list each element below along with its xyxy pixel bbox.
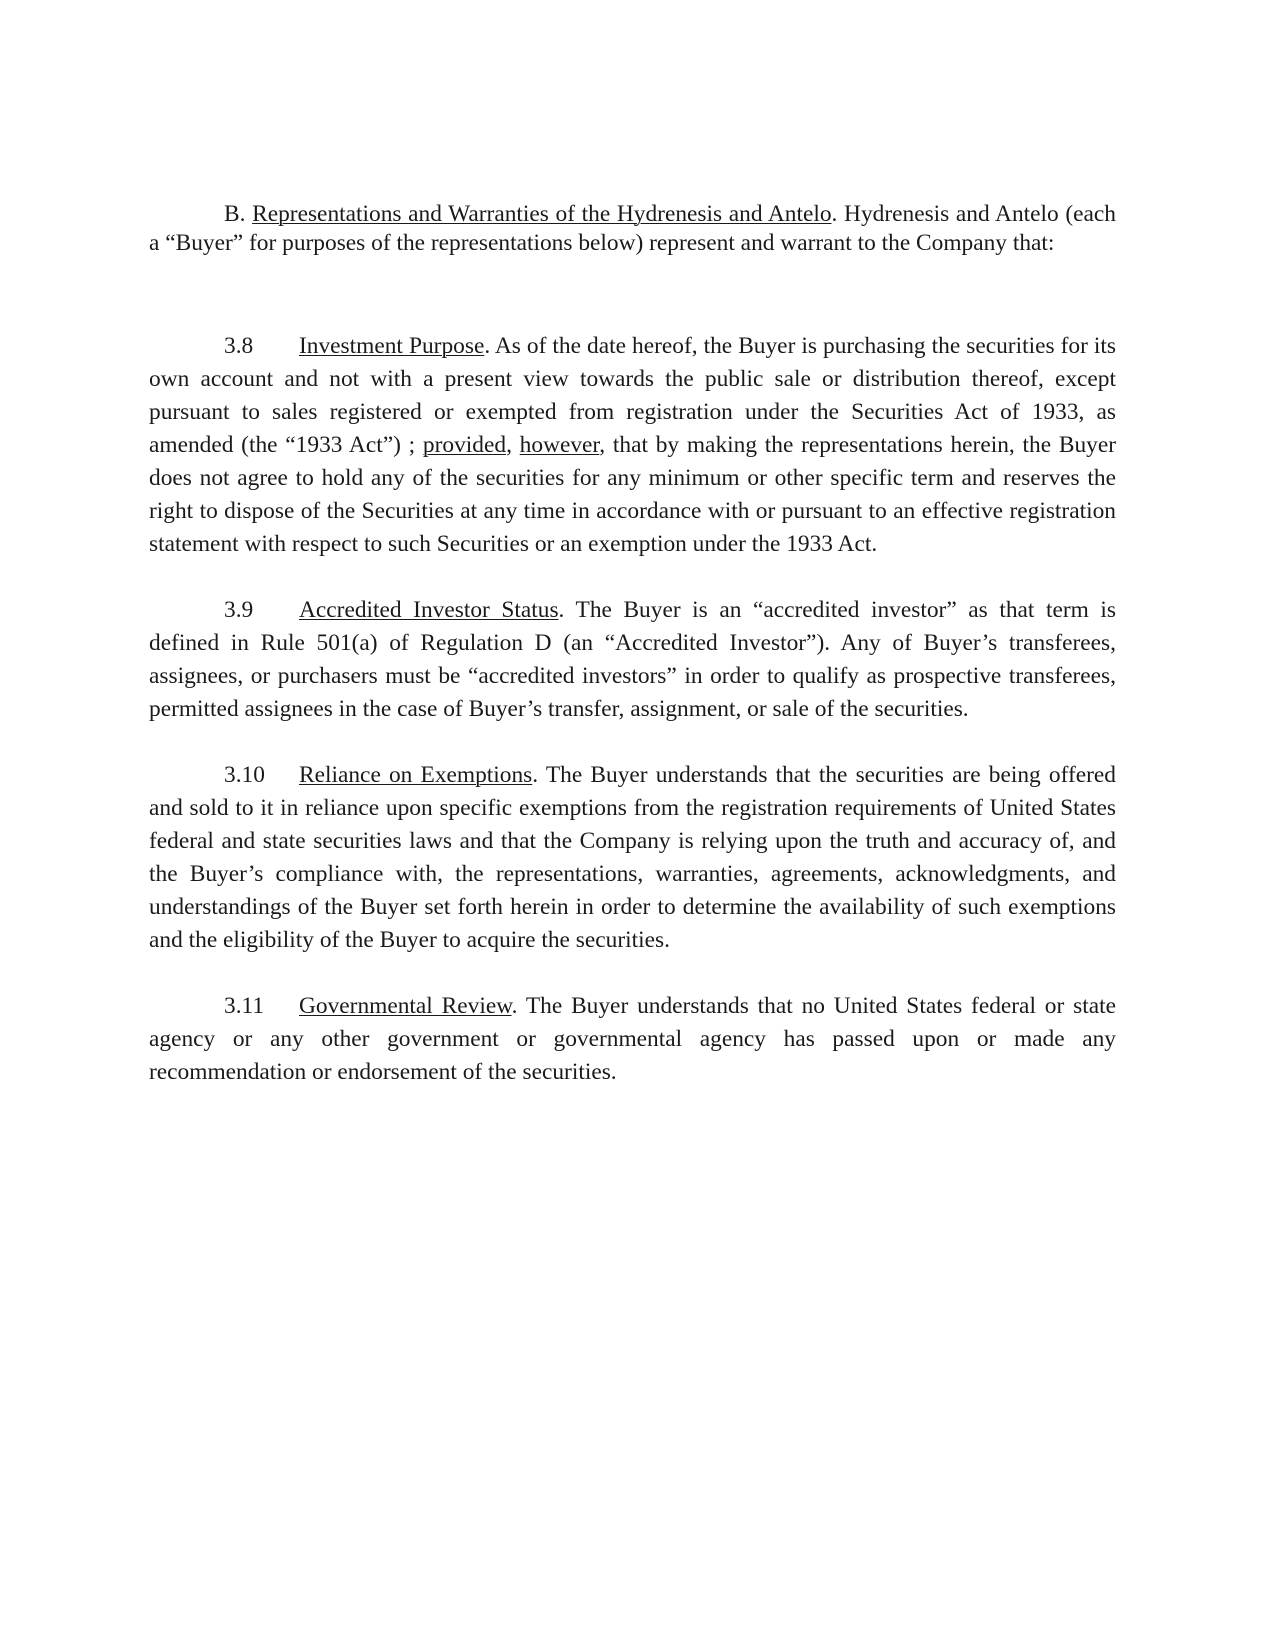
section-text: The Buyer understands that no United States federal or state agency or any other government or governmental agency has passed upon or made any recommendation or endorsement of the securities. <box>149 993 1116 1085</box>
provided-term: provided <box>422 432 507 458</box>
section-number: 3.10 <box>224 762 265 788</box>
however-term: however <box>519 432 600 458</box>
section-text: As of the date hereof, the Buyer is purchasing the securities for its own account and not with a present view towards the public sale or distribution thereof, except pursuant to sales registered or exempted from registration under the Securities Act of 1933, as amended (the “1933 Act”) ; <box>149 333 1116 458</box>
section-heading: Governmental Review <box>299 993 512 1019</box>
section-3-10: 3.10 Reliance on Exemptions. The Buyer understands that the securities are being offered and sold to it in reliance upon specific exemptions from the registration requirements of United States federal and state securities laws and that the Company is relying upon the truth and accuracy of, and the Buyer’s compliance with, the representations, warranties, agreements, acknowledgments, and understandings of the Buyer set forth herein in order to determine the availability of such exemptions and the eligibility of the Buyer to acquire the securities. <box>149 759 1116 957</box>
section-heading: Reliance on Exemptions <box>299 762 533 788</box>
document-body <box>149 200 1116 1122</box>
intro-letter: B. <box>224 201 246 227</box>
intro-heading: Representations and Warranties of the Hydrenesis and Antelo <box>252 201 832 227</box>
section-number: 3.11 <box>224 993 265 1019</box>
section-heading: Accredited Investor Status <box>299 597 559 623</box>
section-text: The Buyer is an “accredited investor” as that term is defined in Rule 501(a) of Regulation D (an “Accredited Investor”). Any of Buyer’s transferees, assignees, or purchasers must be “accredited investors” in order to qualify as prospective transferees, permitted assignees in the case of Buyer’s transfer, assignment, or sale of the securities. <box>149 597 1116 722</box>
section-text: The Buyer understands that the securities are being offered and sold to it in reliance upon specific exemptions from the registration requirements of United States federal and state securities laws and that the Company is relying upon the truth and accuracy of, and the Buyer’s compliance with, the representations, warranties, agreements, acknowledgments, and understandings of the Buyer set forth herein in order to determine the availability of such exemptions and the eligibility of the Buyer to acquire the securities. <box>149 762 1116 953</box>
section-text-continued: , that by making the representations herein, the Buyer does not agree to hold any of the securities for any minimum or other specific term and reserves the right to dispose of the Securities at any time in accordance with or pursuant to an effective registration statement with respect to such Securities or an exemption under the 1933 Act. <box>149 432 1117 557</box>
intro-text: Hydrenesis and Antelo (each a “Buyer” for purposes of the representations below) represent and warrant to the Company that: <box>149 201 1116 256</box>
section-number: 3.8 <box>224 333 254 359</box>
section-3-8: 3.8 Investment Purpose. As of the date hereof, the Buyer is purchasing the securities for its own account and not with a present view towards the public sale or distribution thereof, except pursuant to sales registered or exempted from registration under the Securities Act of 1933, as amended (the “1933 Act”) ; provided, however, that by making the representations herein, the Buyer does not agree to hold any of the securities for any minimum or other specific term and reserves the right to dispose of the Securities at any time in accordance with or pursuant to an effective registration statement with respect to such Securities or an exemption under the 1933 Act. <box>149 330 1116 561</box>
section-3-9: 3.9 Accredited Investor Status. The Buyer is an “accredited investor” as that term is defined in Rule 501(a) of Regulation D (an “Accredited Investor”). Any of Buyer’s transferees, assignees, or purchasers must be “accredited investors” in order to qualify as prospective transferees, permitted assignees in the case of Buyer’s transfer, assignment, or sale of the securities. <box>149 594 1116 726</box>
intro-paragraph: B. Representations and Warranties of the Hydrenesis and Antelo. Hydrenesis and Antelo (each a “Buyer” for purposes of the representations below) represent and warrant to the Company that: <box>149 201 1116 256</box>
section-heading: Investment Purpose <box>299 333 485 359</box>
section-number: 3.9 <box>224 597 254 623</box>
section-3-11: 3.11 Governmental Review. The Buyer understands that no United States federal or state agency or any other government or governmental agency has passed upon or made any recommendation or endorsement of the securities. <box>149 990 1116 1089</box>
